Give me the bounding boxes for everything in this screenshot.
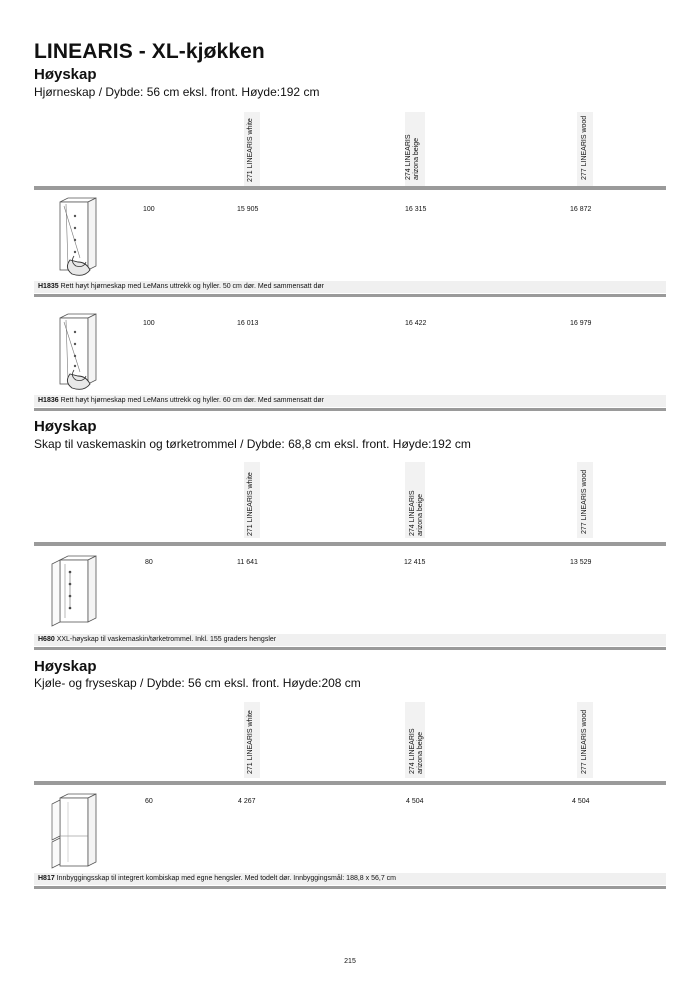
row-description [38,875,396,882]
section-subtitle: Kjøle- og fryseskap / Dybde: 56 cm eksl. front. Høyde:208 cm [34,676,361,690]
page-title: LINEARIS - XL-kjøkken [34,40,265,63]
item-code: H817 [38,875,55,882]
cell-width: 100 [143,206,155,213]
cell-price: 4 504 [406,798,424,805]
cell-price: 13 529 [570,559,592,566]
corner-cabinet-lemans-icon [50,196,106,278]
washer-cabinet-icon [50,554,106,628]
row-description [38,636,276,643]
fridge-cabinet-icon [50,792,106,872]
cell-price: 16 872 [570,206,592,213]
cell-price: 16 422 [405,320,427,327]
cell-price: 4 504 [572,798,590,805]
header-bar [34,186,666,190]
item-description: Rett høyt hjørneskap med LeMans uttrekk og hyller. 60 cm dør. Med sammensatt dør [60,397,324,404]
row-separator [34,408,666,411]
row-description [38,283,324,290]
cell-price: 12 415 [404,559,426,566]
cell-price: 15 905 [237,206,259,213]
page-number: 215 [344,958,356,965]
header-bar [34,542,666,546]
row-separator [34,886,666,889]
item-code: H1836 [38,397,59,404]
cell-price: 16 315 [405,206,427,213]
row-separator [34,647,666,650]
item-description: Rett høyt hjørneskap med LeMans uttrekk og hyller. 50 cm dør. Med sammensatt dør [60,283,324,290]
item-description: Innbyggingsskap til integrert kombiskap med egne hengsler. Med todelt dør. Innbyggingsmål: 188,8 x 56,7 cm [56,875,396,882]
item-description: XXL-høyskap til vaskemaskin/tørketrommel. Inkl. 155 graders hengsler [56,636,277,643]
section-subtitle: Skap til vaskemaskin og tørketrommel / Dybde: 68,8 cm eksl. front. Høyde:192 cm [34,437,471,451]
cell-price: 16 013 [237,320,259,327]
cell-width: 100 [143,320,155,327]
row-separator [34,294,666,297]
corner-cabinet-lemans-icon [50,312,106,392]
item-code: H1835 [38,283,59,290]
header-bar [34,781,666,785]
item-code: H680 [38,636,55,643]
section-title: Høyskap [34,658,97,675]
cell-width: 60 [145,798,153,805]
row-description [38,397,324,404]
cell-width: 80 [145,559,153,566]
cell-price: 4 267 [238,798,256,805]
section-title: Høyskap [34,66,97,83]
section-title: Høyskap [34,418,97,435]
cell-price: 16 979 [570,320,592,327]
section-subtitle: Hjørneskap / Dybde: 56 cm eksl. front. Høyde:192 cm [34,85,320,99]
cell-price: 11 641 [237,559,258,566]
